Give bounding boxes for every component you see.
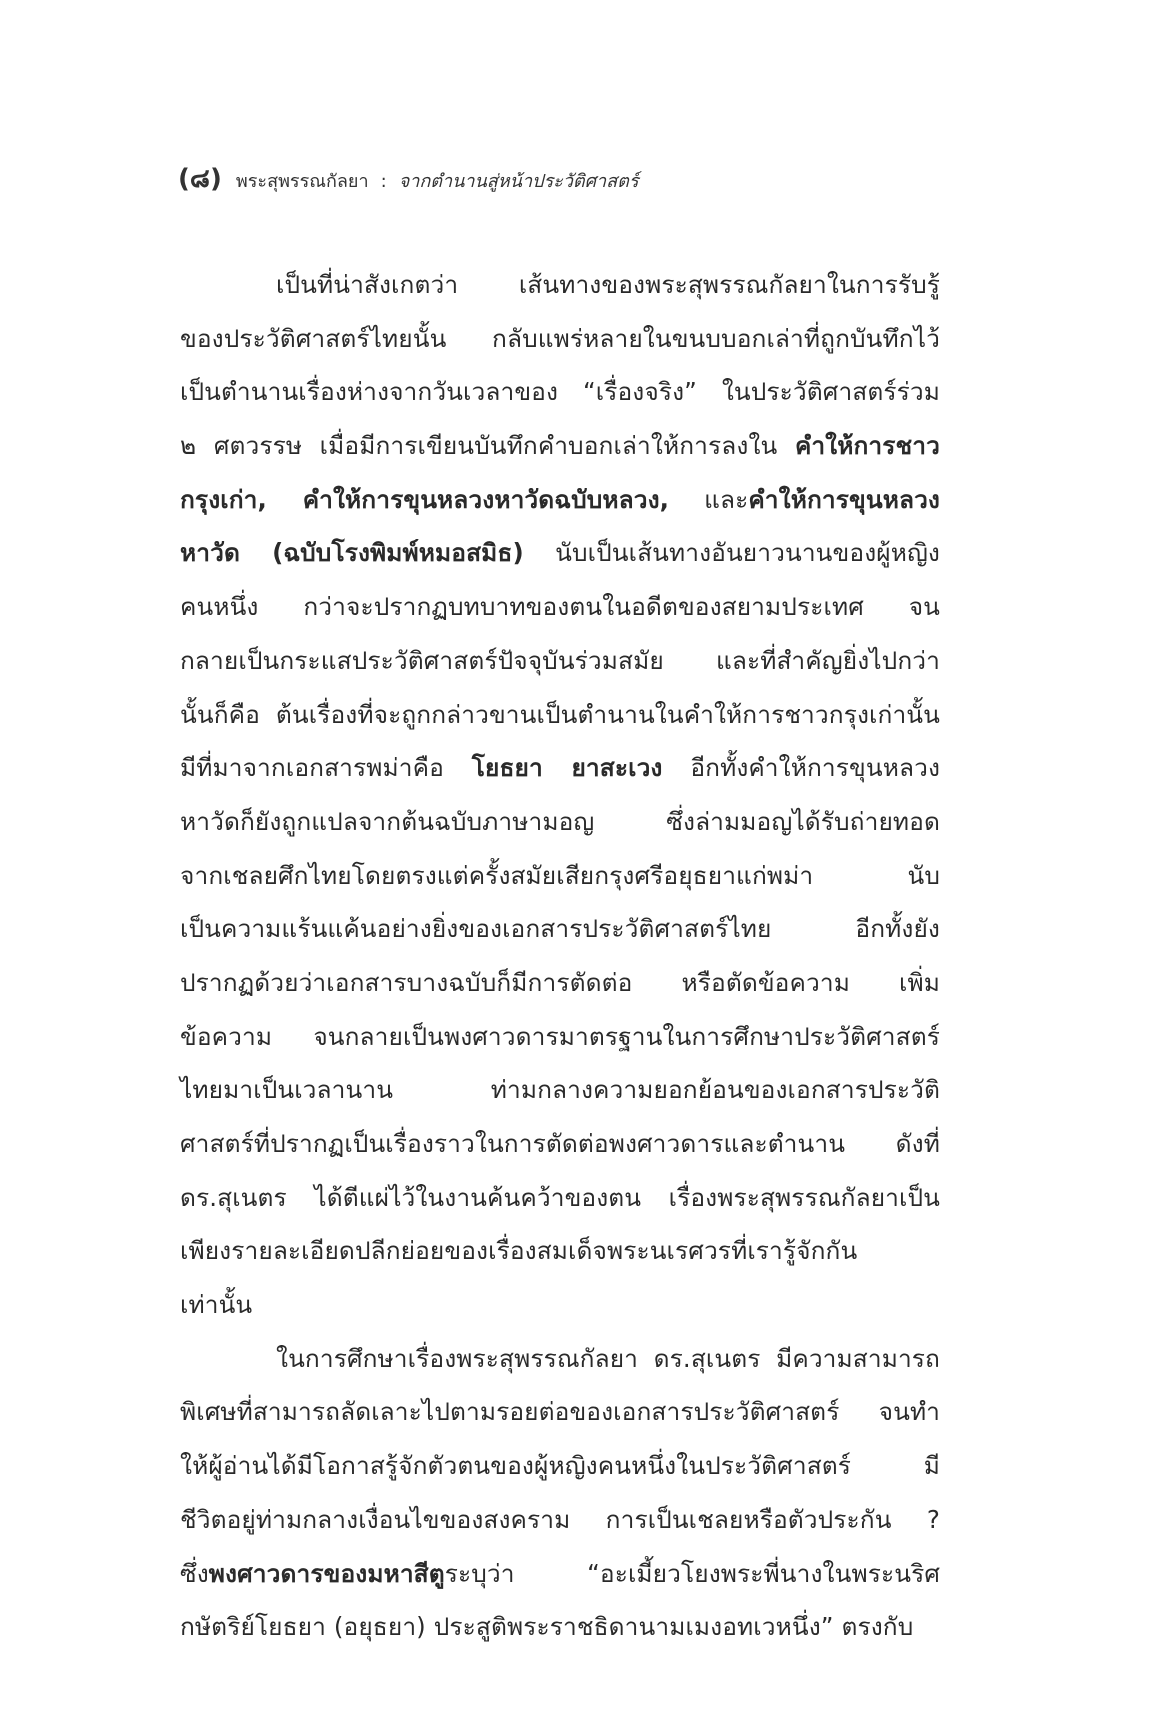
text-run: ให้ผู้อ่านได้มีโอกาสรู้จักตัวตนของผู้หญิงคนหนึ่งในประวัติศาสตร์ มี — [180, 1451, 940, 1481]
text-run: กลายเป็นกระแสประวัติศาสตร์ปัจจุบันร่วมสมัย และที่สำคัญยิ่งไปกว่า — [180, 645, 940, 675]
text-line — [180, 1063, 940, 1117]
paragraph — [180, 1332, 940, 1654]
text-run: กษัตริย์โยธยา (อยุธยา) ประสูติพระราชธิดานามเมงอทเวหนึ่ง” ตรงกับ — [180, 1612, 914, 1642]
bold-text: กรุงเก่า, คำให้การขุนหลวงหาวัดฉบับหลวง, — [180, 484, 670, 514]
paragraph — [180, 258, 940, 1332]
text-run: ข้อความ จนกลายเป็นพงศาวดารมาตรฐานในการศึกษาประวัติศาสตร์ — [180, 1021, 940, 1051]
text-run: จากเชลยศึกไทยโดยตรงแต่ครั้งสมัยเสียกรุงศรีอยุธยาแก่พม่า นับ — [180, 860, 940, 890]
text-line — [180, 1010, 940, 1064]
text-run: นั้นก็คือ ต้นเรื่องที่จะถูกกล่าวขานเป็นตำนานในคำให้การชาวกรุงเก่านั้น — [180, 699, 940, 729]
text-run: ระบุว่า “อะเมี้ยวโยงพระพี่นางในพระนริศ — [444, 1558, 940, 1588]
text-line — [180, 526, 940, 580]
text-line — [180, 580, 940, 634]
text-run: ซึ่ง — [180, 1558, 209, 1588]
text-run: ๒ ศตวรรษ เมื่อมีการเขียนบันทึกคำบอกเล่าให้การลงใน — [180, 431, 795, 461]
text-run: ชีวิตอยู่ท่ามกลางเงื่อนไขของสงคราม การเป็นเชลยหรือตัวประกัน ? — [180, 1504, 940, 1534]
text-line — [180, 312, 940, 366]
page-number: (๘) — [178, 164, 222, 194]
text-run: เท่านั้น — [180, 1290, 253, 1320]
text-line — [180, 1278, 940, 1332]
text-run: เพียงรายละเอียดปลีกย่อยของเรื่องสมเด็จพระนเรศวรที่เรารู้จักกัน — [180, 1236, 858, 1266]
text-line — [180, 1385, 940, 1439]
text-line — [180, 419, 940, 473]
text-line — [180, 258, 940, 312]
text-run: เป็นตำนานเรื่องห่างจากวันเวลาของ “เรื่องจริง” ในประวัติศาสตร์ร่วม — [180, 377, 940, 407]
bold-text: พงศาวดารของมหาสีตู — [208, 1558, 445, 1588]
title-separator: : — [380, 171, 387, 192]
bold-text: คำให้การชาว — [794, 431, 940, 461]
text-line — [180, 473, 940, 527]
text-line — [180, 688, 940, 742]
text-run: และ — [669, 484, 749, 514]
text-run: มีที่มาจากเอกสารพม่าคือ — [180, 753, 472, 783]
book-title: พระสุพรรณกัลยา — [235, 171, 369, 192]
text-run: ในการศึกษาเรื่องพระสุพรรณกัลยา ดร.สุเนตร มีความสามารถ — [276, 1343, 940, 1373]
text-line — [180, 1600, 940, 1654]
bold-text: หาวัด (ฉบับโรงพิมพ์หมอสมิธ) — [180, 538, 524, 568]
text-line — [180, 1171, 940, 1225]
bold-text: คำให้การขุนหลวง — [748, 484, 940, 514]
text-run: คนหนึ่ง กว่าจะปรากฏบทบาทของตนในอดีตของสยามประเทศ จน — [180, 592, 940, 622]
text-line — [180, 902, 940, 956]
text-run: นับเป็นเส้นทางอันยาวนานของผู้หญิง — [523, 538, 940, 568]
text-run: อีกทั้งคำให้การขุนหลวง — [662, 753, 941, 783]
text-run: หาวัดก็ยังถูกแปลจากต้นฉบับภาษามอญ ซึ่งล่ามมอญได้รับถ่ายทอด — [180, 806, 940, 836]
text-run: เป็นที่น่าสังเกตว่า เส้นทางของพระสุพรรณกัลยาในการรับรู้ — [276, 270, 940, 299]
text-run: ไทยมาเป็นเวลานาน ท่ามกลางความยอกย้อนของเอกสารประวัติ — [180, 1075, 940, 1105]
text-run: ศาสตร์ที่ปรากฏเป็นเรื่องราวในการตัดต่อพงศาวดารและตำนาน ดังที่ — [180, 1129, 940, 1158]
bold-text: โยธยา ยาสะเวง — [471, 753, 663, 783]
text-line — [180, 634, 940, 688]
text-line — [180, 849, 940, 903]
text-line — [180, 795, 940, 849]
text-run: เป็นความแร้นแค้นอย่างยิ่งของเอกสารประวัติศาสตร์ไทย อีกทั้งยัง — [180, 914, 940, 944]
text-run: ของประวัติศาสตร์ไทยนั้น กลับแพร่หลายในขนบบอกเล่าที่ถูกบันทึกไว้ — [180, 323, 940, 353]
text-run: ดร.สุเนตร ได้ตีแผ่ไว้ในงานค้นคว้าของตน เรื่องพระสุพรรณกัลยาเป็น — [180, 1182, 940, 1212]
text-line — [180, 1117, 940, 1171]
text-run: ปรากฏด้วยว่าเอกสารบางฉบับก็มีการตัดต่อ หรือตัดข้อความ เพิ่ม — [180, 967, 940, 997]
text-line — [180, 1439, 940, 1493]
text-line — [180, 1493, 940, 1547]
text-line — [180, 956, 940, 1010]
text-line — [180, 1332, 940, 1386]
text-line — [180, 365, 940, 419]
text-line — [180, 1547, 940, 1601]
text-line — [180, 1224, 940, 1278]
text-run: พิเศษที่สามารถลัดเลาะไปตามรอยต่อของเอกสารประวัติศาสตร์ จนทำ — [180, 1397, 940, 1427]
book-subtitle: จากตำนานสู่หน้าประวัติศาสตร์ — [398, 171, 639, 192]
text-line — [180, 741, 940, 795]
body-text — [180, 258, 940, 1654]
running-header — [178, 158, 638, 199]
